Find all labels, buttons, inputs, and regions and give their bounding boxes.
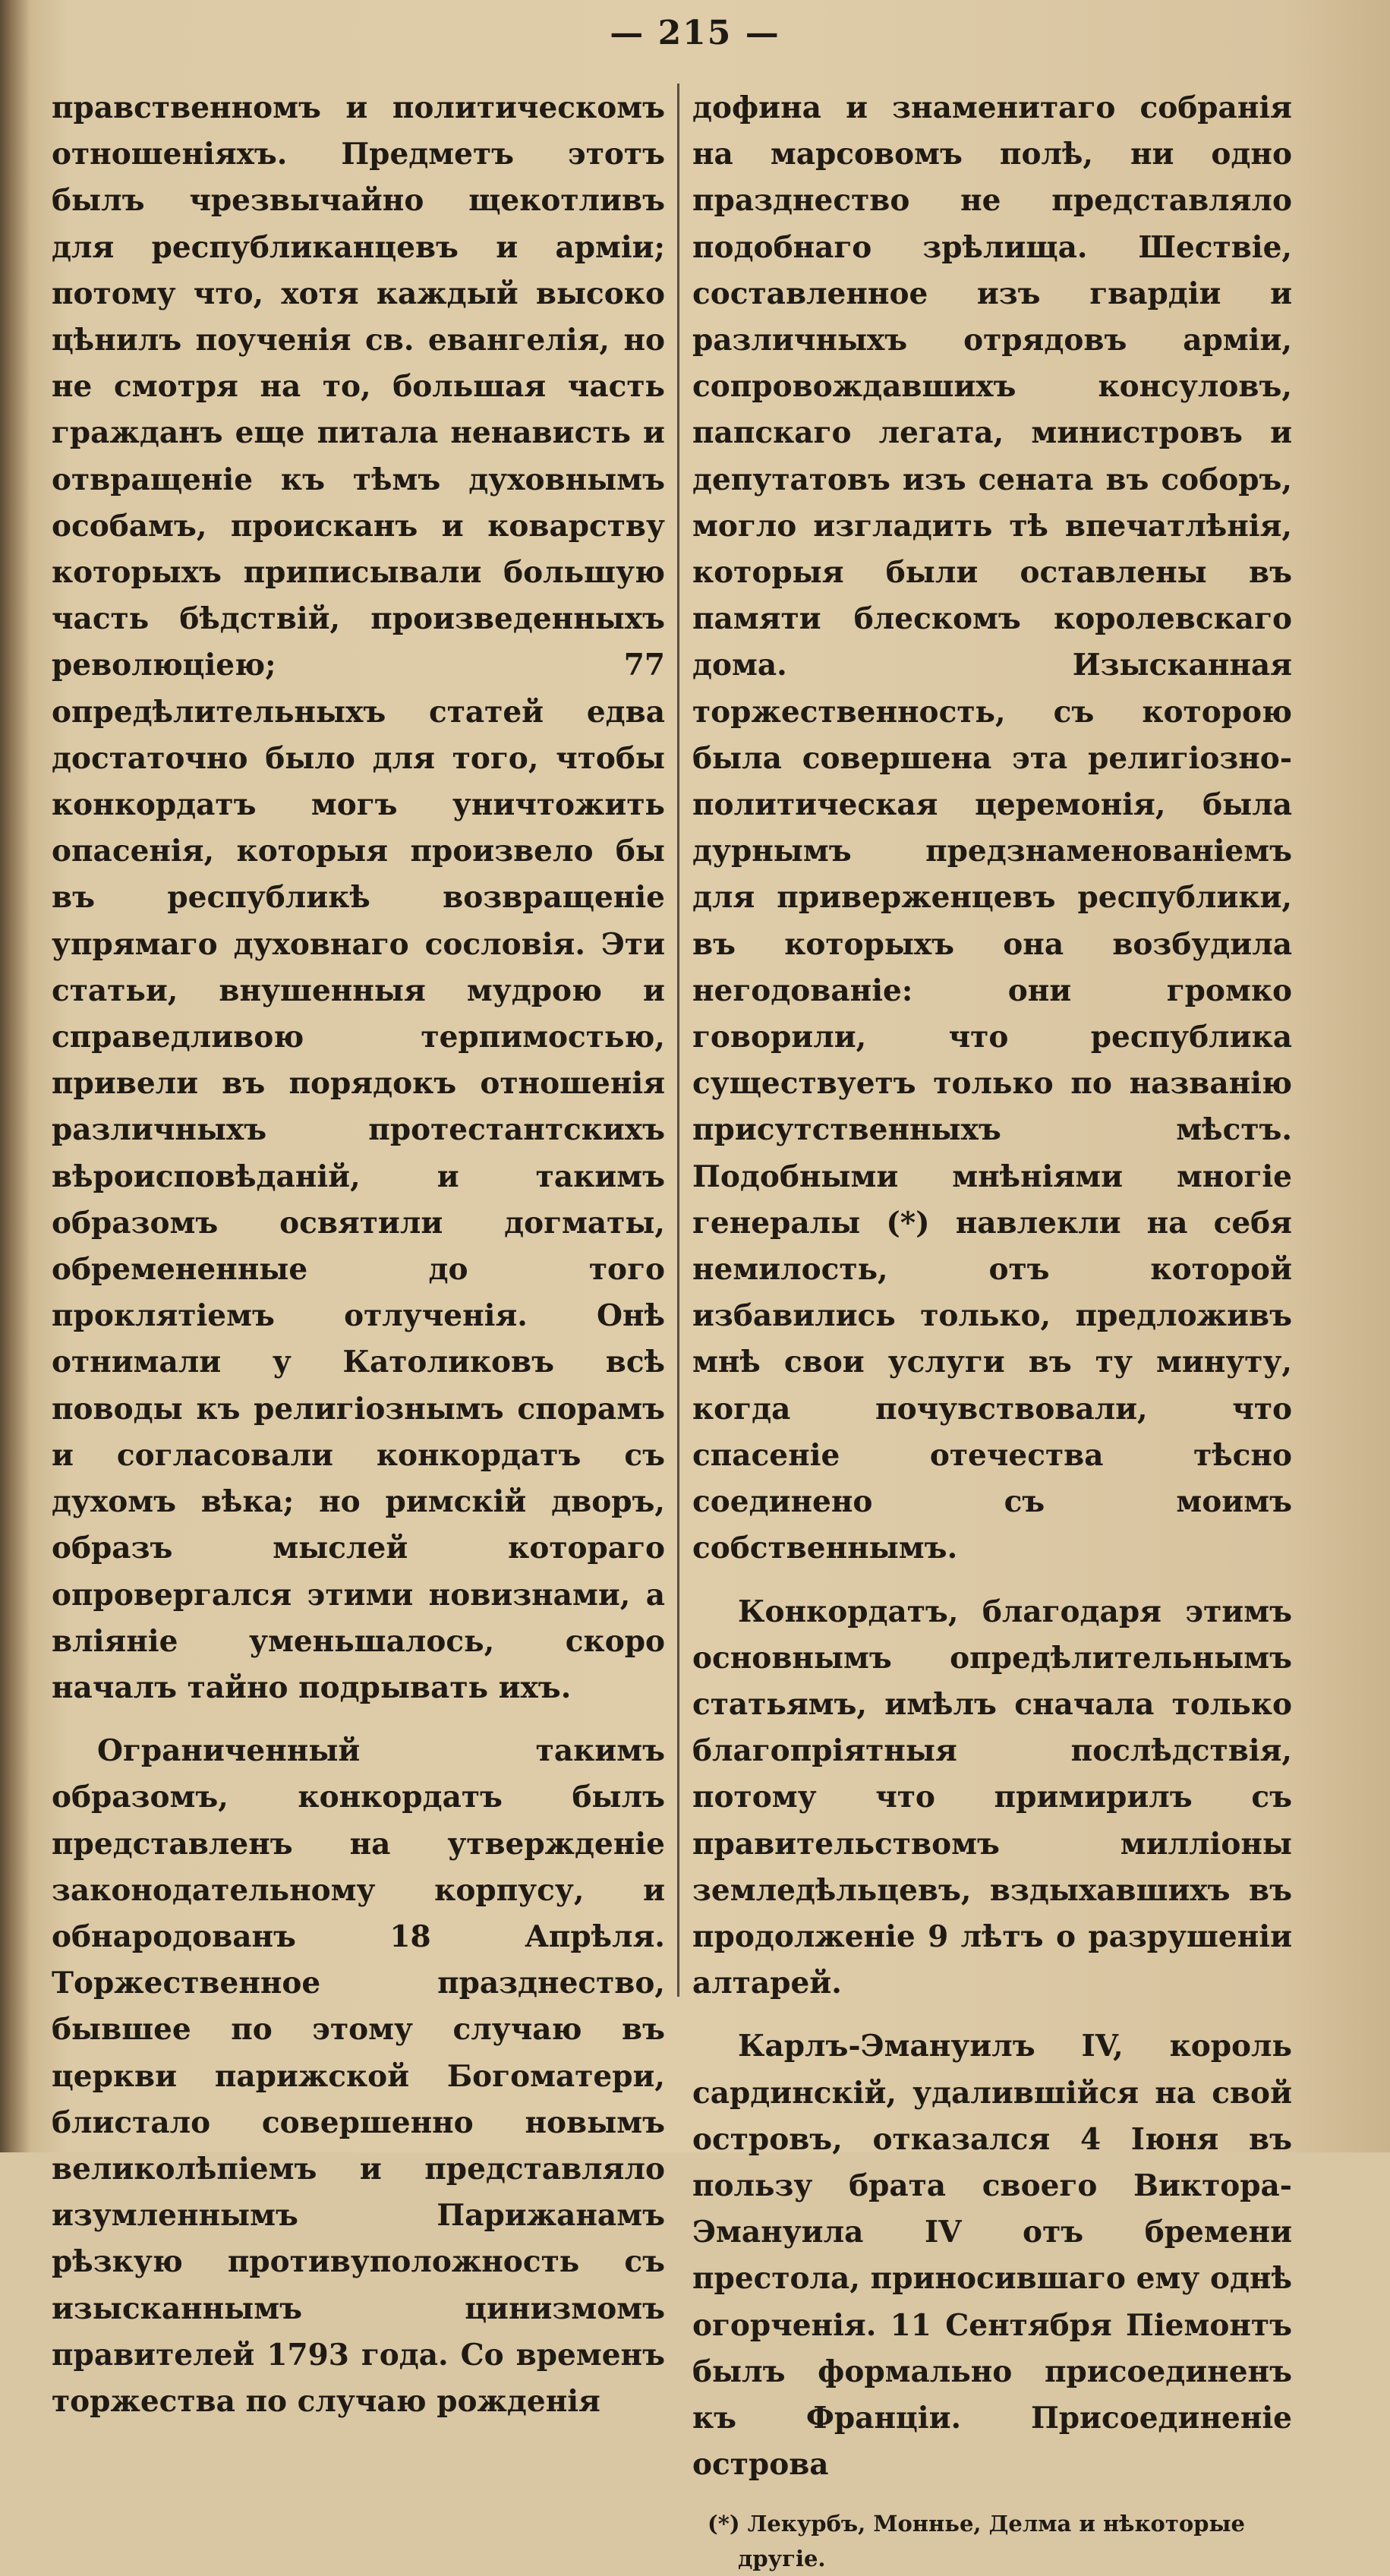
right-paragraph-3: Карлъ-Эмануилъ IV, король сардинскій, удалившійся на свой островъ, отказался 4 Іюня въ пользу брата своего Виктора-Эмануила IV отъ бремени престола, приносившаго ему однѣ огорченія. 11 Сентября Піемонтъ былъ формально присоединенъ къ Франціи. Присоединеніе острова — [692, 2029, 1292, 2483]
right-paragraph-2: Конкордатъ, благодаря этимъ основнымъ опредѣлительнымъ статьямъ, имѣлъ сначала только благопріятныя послѣдствія, потому что примирилъ съ правительствомъ милліоны земледѣльцевъ, вздыхавшихъ въ продолженіе 9 лѣтъ о разрушеніи алтарей. — [692, 1594, 1292, 2001]
page-number: — 215 — — [610, 14, 780, 52]
right-column — [692, 85, 1292, 2576]
column-divider — [677, 84, 679, 1997]
footnote — [692, 2506, 1292, 2576]
left-paragraph-2: Ограниченный такимъ образомъ, конкордатъ былъ представленъ на утвержденіе законодательному корпусу, и обнародованъ 18 Апрѣля. Торжественное празднество, бывшее по этому случаю въ церкви парижской Богоматери, блистало совершенно новымъ великолѣпіемъ и представляло изумленнымъ Парижанамъ рѣзкую противуположность съ изысканнымъ цинизмомъ правителей 1793 года. Со временъ торжества по случаю рожденія — [52, 1733, 665, 2419]
left-paragraph-1: правственномъ и политическомъ отношеніяхъ. Предметъ этотъ былъ чрезвычайно щекотливъ для республиканцевъ и арміи; потому что, хотя каждый высоко цѣнилъ поученія св. евангелія, но не смотря на то, большая часть гражданъ еще питала ненависть и отвращеніе къ тѣмъ духовнымъ особамъ, происканъ и коварству которыхъ приписывали большую часть бѣдствій, произведенныхъ революціею; 77 опредѣлительныхъ статей едва достаточно было для того, чтобы конкордатъ могъ уничтожить опасенія, которыя произвело бы въ республикѣ возвращеніе упрямаго духовнаго сословія. Эти статьи, внушенныя мудрою и справедливою терпимостью, привели въ порядокъ отношенія различныхъ протестантскихъ вѣроисповѣданій, и такимъ образомъ освятили догматы, обремененные до того проклятіемъ отлученія. Онѣ отнимали у Католиковъ всѣ поводы къ религіознымъ спорамъ и согласовали конкордатъ съ духомъ вѣка; но римскій дворъ, образъ мыслей котораго опровергался этими новизнами, а вліяніе уменьшалось, скоро началъ тайно подрывать ихъ. — [52, 90, 665, 1705]
footnote-line-2: другіе. — [738, 2546, 826, 2572]
left-column — [52, 85, 665, 2425]
footnote-line-1: (*) Лекурбъ, Моннье, Делма и нѣкоторые — [708, 2511, 1245, 2537]
right-paragraph-1: дофина и знаменитаго собранія на марсовомъ полѣ, ни одно празднество не представляло подобнаго зрѣлища. Шествіе, составленное изъ гвардіи и различныхъ отрядовъ арміи, сопровождавшихъ консуловъ, папскаго легата, министровъ и депутатовъ изъ сената въ соборъ, могло изгладить тѣ впечатлѣнія, которыя были оставлены въ памяти блескомъ королевскаго дома. Изысканная торжественность, съ которою была совершена эта религіозно-политическая церемонія, была дурнымъ предзнаменованіемъ для приверженцевъ республики, въ которыхъ она возбудила негодованіе: они громко говорили, что республика существуетъ только по названію присутственныхъ мѣстъ. Подобными мнѣніями многіе генералы (*) навлекли на себя немилость, отъ которой избавились только, предложивъ мнѣ свои услуги въ ту минуту, когда почувствовали, что спасеніе отечества тѣсно соединено съ моимъ собственнымъ. — [692, 90, 1292, 1566]
